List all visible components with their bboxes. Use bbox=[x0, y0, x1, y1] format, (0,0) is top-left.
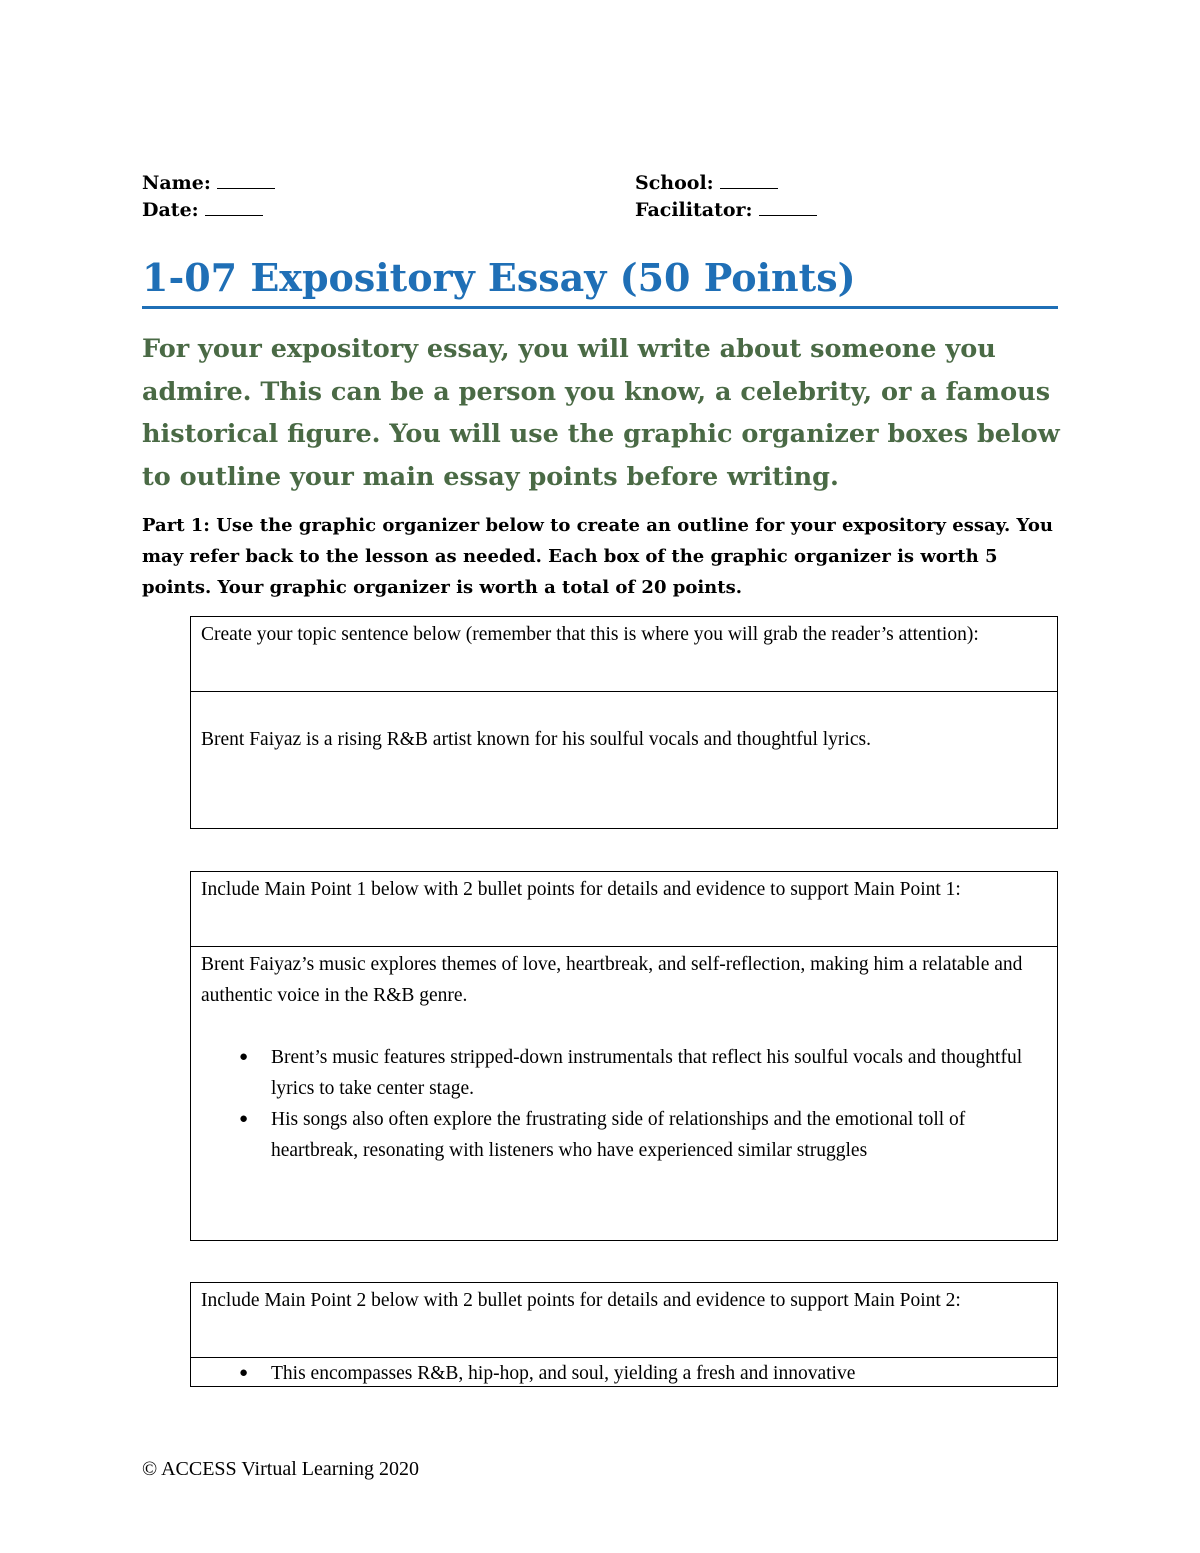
date-blank[interactable] bbox=[205, 197, 263, 216]
date-field bbox=[142, 197, 263, 224]
main-point-2-prompt: Include Main Point 2 below with 2 bullet points for details and evidence to support Main Point 2: bbox=[191, 1283, 1057, 1358]
part1-instructions: Part 1: Use the graphic organizer below to create an outline for your expository essay. You may refer back to the lesson as needed. Each box of the graphic organizer is worth 5 points. Your graphic organizer is worth a total of 20 points. bbox=[142, 515, 1053, 598]
bullet-icon: ● bbox=[239, 1365, 249, 1381]
topic-sentence-prompt: Create your topic sentence below (remember that this is where you will grab the reader’s attention): bbox=[191, 617, 1057, 692]
intro-paragraph: For your expository essay, you will write about someone you admire. This can be a person you know, a celebrity, or a famous historical figure. You will use the graphic organizer boxes below to outline your main essay points before writing. bbox=[142, 334, 1060, 492]
main-point-1-bullets bbox=[201, 1042, 1047, 1166]
facilitator-field bbox=[635, 197, 817, 224]
school-blank[interactable] bbox=[720, 170, 778, 189]
main-point-1-prompt: Include Main Point 1 below with 2 bullet points for details and evidence to support Main Point 1: bbox=[191, 872, 1057, 947]
list-item: ● His songs also often explore the frustrating side of relationships and the emotional toll of heartbreak, resonating with listeners who have experienced similar struggles bbox=[201, 1104, 1047, 1166]
bullet-icon: ● bbox=[239, 1111, 249, 1127]
title-rule bbox=[142, 306, 1058, 309]
list-item: ● Brent’s music features stripped-down instrumentals that reflect his soulful vocals and thoughtful lyrics to take center stage. bbox=[201, 1042, 1047, 1104]
bullet-icon: ● bbox=[239, 1049, 249, 1065]
footer-copyright: © ACCESS Virtual Learning 2020 bbox=[142, 1458, 419, 1480]
main-point-2-answer-cell[interactable] bbox=[191, 1358, 1057, 1386]
name-label: Name: bbox=[142, 172, 211, 194]
page-title: 1-07 Expository Essay (50 Points) bbox=[142, 255, 856, 300]
main-point-2-bullets bbox=[201, 1358, 1047, 1386]
topic-sentence-box bbox=[190, 616, 1058, 829]
list-item: ● This encompasses R&B, hip-hop, and soul, yielding a fresh and innovative bbox=[201, 1358, 1047, 1386]
facilitator-label: Facilitator: bbox=[635, 199, 753, 221]
main-point-1-box bbox=[190, 871, 1058, 1241]
facilitator-blank[interactable] bbox=[759, 197, 817, 216]
topic-sentence-answer[interactable]: Brent Faiyaz is a rising R&B artist known for his soulful vocals and thoughtful lyrics. bbox=[201, 729, 871, 750]
name-blank[interactable] bbox=[217, 170, 275, 189]
school-field bbox=[635, 170, 778, 197]
main-point-2-box bbox=[190, 1282, 1058, 1387]
main-point-1-answer-cell[interactable] bbox=[191, 947, 1057, 1240]
date-label: Date: bbox=[142, 199, 199, 221]
name-field bbox=[142, 170, 275, 197]
main-point-1-answer: Brent Faiyaz’s music explores themes of love, heartbreak, and self-reflection, making him a relatable and authentic voice in the R&B genre. bbox=[201, 954, 1023, 1006]
school-label: School: bbox=[635, 172, 714, 194]
